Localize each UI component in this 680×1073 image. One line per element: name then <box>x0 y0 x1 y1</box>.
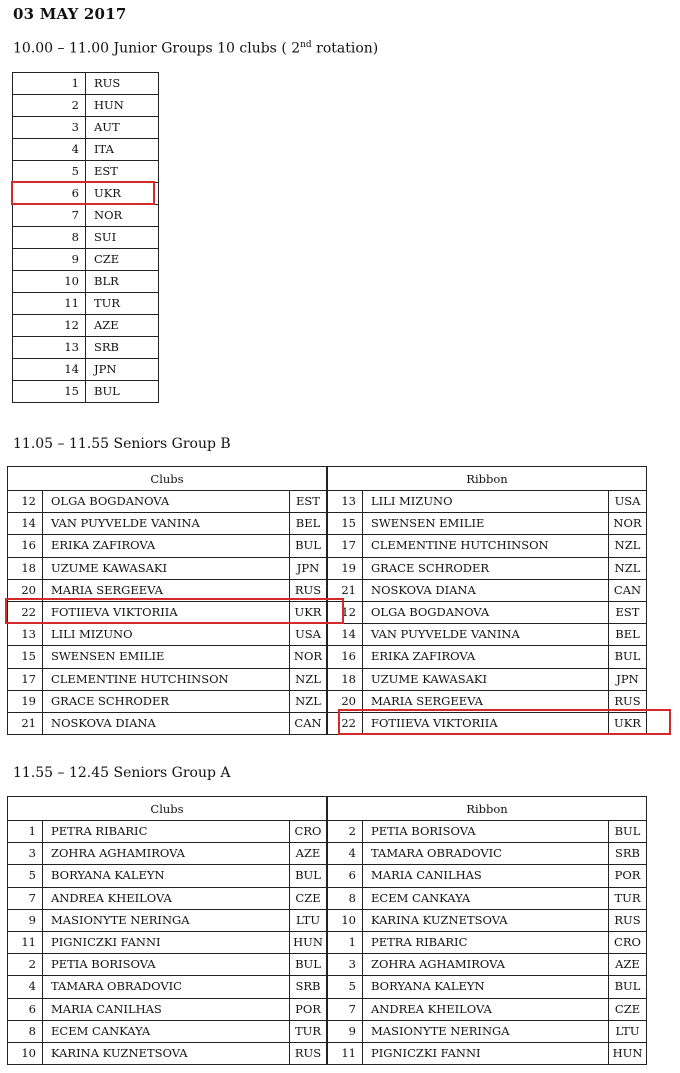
clubs-country-code: NZL <box>290 690 328 712</box>
country-code: RUS <box>86 73 159 95</box>
clubs-country-code: NOR <box>290 646 328 668</box>
table-row <box>13 359 159 381</box>
clubs-country-code: TUR <box>290 1020 328 1042</box>
ribbon-country-code: BEL <box>609 624 647 646</box>
clubs-order-number: 3 <box>8 843 43 865</box>
draw-number: 6 <box>13 183 86 205</box>
clubs-gymnast-name: MARIA SERGEEVA <box>43 579 290 601</box>
clubs-order-number: 11 <box>8 931 43 953</box>
draw-number: 5 <box>13 161 86 183</box>
country-code: BUL <box>86 381 159 403</box>
table-row <box>8 624 647 646</box>
ribbon-gymnast-name: PETRA RIBARIC <box>363 931 609 953</box>
draw-number: 11 <box>13 293 86 315</box>
ribbon-order-number: 10 <box>327 909 363 931</box>
table-row <box>13 117 159 139</box>
table-row <box>13 227 159 249</box>
clubs-order-number: 15 <box>8 646 43 668</box>
clubs-gymnast-name: OLGA BOGDANOVA <box>43 491 290 513</box>
draw-number: 1 <box>13 73 86 95</box>
ribbon-country-code: USA <box>609 491 647 513</box>
ribbon-country-code: RUS <box>609 909 647 931</box>
session-3-heading: 11.55 – 12.45 Seniors Group A <box>13 765 231 781</box>
draw-number: 12 <box>13 315 86 337</box>
clubs-gymnast-name: KARINA KUZNETSOVA <box>43 1042 290 1064</box>
ribbon-gymnast-name: MASIONYTE NERINGA <box>363 1020 609 1042</box>
clubs-country-code: SRB <box>290 976 328 998</box>
ribbon-country-code: BUL <box>609 821 647 843</box>
table-row <box>8 1042 647 1064</box>
ribbon-gymnast-name: GRACE SCHRODER <box>363 557 609 579</box>
ribbon-country-code: POR <box>609 865 647 887</box>
clubs-country-code: HUN <box>290 931 328 953</box>
ribbon-order-number: 21 <box>327 579 363 601</box>
clubs-column-header: Clubs <box>8 467 328 491</box>
table-row <box>13 205 159 227</box>
clubs-gymnast-name: PETIA BORISOVA <box>43 954 290 976</box>
table-row <box>13 249 159 271</box>
table-row <box>8 535 647 557</box>
ribbon-order-number: 2 <box>327 821 363 843</box>
table-row <box>8 821 647 843</box>
ribbon-country-code: CRO <box>609 931 647 953</box>
clubs-gymnast-name: LILI MIZUNO <box>43 624 290 646</box>
clubs-country-code: AZE <box>290 843 328 865</box>
ribbon-order-number: 8 <box>327 887 363 909</box>
country-code: JPN <box>86 359 159 381</box>
ribbon-gymnast-name: ECEM CANKAYA <box>363 887 609 909</box>
draw-number: 3 <box>13 117 86 139</box>
clubs-order-number: 2 <box>8 954 43 976</box>
country-code: BLR <box>86 271 159 293</box>
ribbon-country-code: NZL <box>609 535 647 557</box>
junior-groups-table <box>12 72 159 403</box>
clubs-gymnast-name: VAN PUYVELDE VANINA <box>43 513 290 535</box>
table-row <box>8 909 647 931</box>
clubs-gymnast-name: ANDREA KHEILOVA <box>43 887 290 909</box>
clubs-order-number: 18 <box>8 557 43 579</box>
table-row <box>8 513 647 535</box>
clubs-column-header: Clubs <box>8 797 328 821</box>
ribbon-order-number: 19 <box>327 557 363 579</box>
ribbon-gymnast-name: FOTIIEVA VIKTORIIA <box>363 712 609 734</box>
clubs-order-number: 14 <box>8 513 43 535</box>
ribbon-gymnast-name: ERIKA ZAFIROVA <box>363 646 609 668</box>
clubs-country-code: RUS <box>290 579 328 601</box>
clubs-order-number: 5 <box>8 865 43 887</box>
clubs-order-number: 16 <box>8 535 43 557</box>
ribbon-order-number: 18 <box>327 668 363 690</box>
ribbon-column-header: Ribbon <box>327 797 647 821</box>
ribbon-column-header: Ribbon <box>327 467 647 491</box>
draw-number: 8 <box>13 227 86 249</box>
clubs-gymnast-name: MASIONYTE NERINGA <box>43 909 290 931</box>
ribbon-gymnast-name: UZUME KAWASAKI <box>363 668 609 690</box>
clubs-country-code: BUL <box>290 865 328 887</box>
clubs-order-number: 20 <box>8 579 43 601</box>
clubs-country-code: BUL <box>290 535 328 557</box>
clubs-order-number: 12 <box>8 491 43 513</box>
clubs-gymnast-name: PIGNICZKI FANNI <box>43 931 290 953</box>
ribbon-gymnast-name: ZOHRA AGHAMIROVA <box>363 954 609 976</box>
ribbon-country-code: BUL <box>609 976 647 998</box>
ribbon-order-number: 16 <box>327 646 363 668</box>
clubs-gymnast-name: ERIKA ZAFIROVA <box>43 535 290 557</box>
table-row <box>8 865 647 887</box>
clubs-country-code: LTU <box>290 909 328 931</box>
session-1-heading-post: rotation) <box>311 40 379 57</box>
clubs-gymnast-name: BORYANA KALEYN <box>43 865 290 887</box>
ribbon-country-code: NOR <box>609 513 647 535</box>
ribbon-order-number: 22 <box>327 712 363 734</box>
clubs-gymnast-name: GRACE SCHRODER <box>43 690 290 712</box>
ribbon-country-code: JPN <box>609 668 647 690</box>
ribbon-gymnast-name: OLGA BOGDANOVA <box>363 601 609 623</box>
table-row <box>13 315 159 337</box>
ribbon-order-number: 3 <box>327 954 363 976</box>
table-row <box>8 976 647 998</box>
ribbon-order-number: 11 <box>327 1042 363 1064</box>
clubs-country-code: RUS <box>290 1042 328 1064</box>
ribbon-gymnast-name: MARIA CANILHAS <box>363 865 609 887</box>
clubs-country-code: CRO <box>290 821 328 843</box>
ribbon-order-number: 7 <box>327 998 363 1020</box>
table-row <box>8 646 647 668</box>
seniors-group-b-table <box>7 466 647 735</box>
clubs-gymnast-name: ZOHRA AGHAMIROVA <box>43 843 290 865</box>
table-row <box>8 690 647 712</box>
ribbon-order-number: 5 <box>327 976 363 998</box>
table-row <box>13 183 159 205</box>
ribbon-country-code: SRB <box>609 843 647 865</box>
ribbon-country-code: CZE <box>609 998 647 1020</box>
country-code: UKR <box>86 183 159 205</box>
ribbon-order-number: 14 <box>327 624 363 646</box>
table-row <box>8 998 647 1020</box>
ribbon-gymnast-name: LILI MIZUNO <box>363 491 609 513</box>
clubs-country-code: BEL <box>290 513 328 535</box>
ribbon-country-code: EST <box>609 601 647 623</box>
table-row <box>13 271 159 293</box>
clubs-gymnast-name: FOTIIEVA VIKTORIIA <box>43 601 290 623</box>
ribbon-gymnast-name: ANDREA KHEILOVA <box>363 998 609 1020</box>
clubs-order-number: 13 <box>8 624 43 646</box>
ribbon-gymnast-name: KARINA KUZNETSOVA <box>363 909 609 931</box>
draw-number: 7 <box>13 205 86 227</box>
table-row <box>8 712 647 734</box>
page-date: 03 MAY 2017 <box>13 5 127 23</box>
country-code: ITA <box>86 139 159 161</box>
country-code: SUI <box>86 227 159 249</box>
clubs-order-number: 9 <box>8 909 43 931</box>
draw-number: 4 <box>13 139 86 161</box>
draw-number: 15 <box>13 381 86 403</box>
clubs-country-code: BUL <box>290 954 328 976</box>
clubs-gymnast-name: TAMARA OBRADOVIC <box>43 976 290 998</box>
ribbon-gymnast-name: NOSKOVA DIANA <box>363 579 609 601</box>
country-code: NOR <box>86 205 159 227</box>
ribbon-country-code: BUL <box>609 646 647 668</box>
ribbon-country-code: RUS <box>609 690 647 712</box>
clubs-gymnast-name: UZUME KAWASAKI <box>43 557 290 579</box>
country-code: TUR <box>86 293 159 315</box>
table-row <box>13 139 159 161</box>
clubs-country-code: JPN <box>290 557 328 579</box>
draw-number: 2 <box>13 95 86 117</box>
country-code: HUN <box>86 95 159 117</box>
clubs-order-number: 17 <box>8 668 43 690</box>
ribbon-country-code: UKR <box>609 712 647 734</box>
country-code: CZE <box>86 249 159 271</box>
ribbon-order-number: 1 <box>327 931 363 953</box>
clubs-order-number: 4 <box>8 976 43 998</box>
ribbon-country-code: AZE <box>609 954 647 976</box>
clubs-order-number: 19 <box>8 690 43 712</box>
clubs-country-code: USA <box>290 624 328 646</box>
country-code: EST <box>86 161 159 183</box>
ribbon-order-number: 4 <box>327 843 363 865</box>
clubs-country-code: CZE <box>290 887 328 909</box>
table-row <box>8 843 647 865</box>
ribbon-gymnast-name: PIGNICZKI FANNI <box>363 1042 609 1064</box>
clubs-country-code: UKR <box>290 601 328 623</box>
draw-number: 9 <box>13 249 86 271</box>
country-code: AZE <box>86 315 159 337</box>
session-2-heading: 11.05 – 11.55 Seniors Group B <box>13 436 231 452</box>
table-row <box>13 337 159 359</box>
clubs-country-code: EST <box>290 491 328 513</box>
table-row <box>8 491 647 513</box>
ribbon-order-number: 15 <box>327 513 363 535</box>
table-row <box>8 887 647 909</box>
clubs-country-code: CAN <box>290 712 328 734</box>
ribbon-gymnast-name: PETIA BORISOVA <box>363 821 609 843</box>
table-row <box>8 668 647 690</box>
draw-number: 13 <box>13 337 86 359</box>
ribbon-order-number: 20 <box>327 690 363 712</box>
ribbon-country-code: HUN <box>609 1042 647 1064</box>
clubs-country-code: POR <box>290 998 328 1020</box>
draw-number: 10 <box>13 271 86 293</box>
ribbon-gymnast-name: CLEMENTINE HUTCHINSON <box>363 535 609 557</box>
ribbon-gymnast-name: BORYANA KALEYN <box>363 976 609 998</box>
table-row <box>8 601 647 623</box>
ribbon-order-number: 12 <box>327 601 363 623</box>
clubs-order-number: 21 <box>8 712 43 734</box>
clubs-gymnast-name: MARIA CANILHAS <box>43 998 290 1020</box>
seniors-group-a-table <box>7 796 647 1065</box>
table-row <box>8 557 647 579</box>
session-1-heading <box>13 40 378 57</box>
clubs-order-number: 1 <box>8 821 43 843</box>
table-row <box>13 95 159 117</box>
ribbon-gymnast-name: VAN PUYVELDE VANINA <box>363 624 609 646</box>
ribbon-gymnast-name: MARIA SERGEEVA <box>363 690 609 712</box>
table-row <box>8 1020 647 1042</box>
clubs-country-code: NZL <box>290 668 328 690</box>
ribbon-order-number: 17 <box>327 535 363 557</box>
table-row <box>8 931 647 953</box>
clubs-gymnast-name: SWENSEN EMILIE <box>43 646 290 668</box>
clubs-gymnast-name: PETRA RIBARIC <box>43 821 290 843</box>
ribbon-country-code: LTU <box>609 1020 647 1042</box>
table-row <box>8 954 647 976</box>
clubs-gymnast-name: NOSKOVA DIANA <box>43 712 290 734</box>
session-1-heading-sup: nd <box>300 40 312 50</box>
clubs-order-number: 7 <box>8 887 43 909</box>
clubs-order-number: 10 <box>8 1042 43 1064</box>
ribbon-country-code: CAN <box>609 579 647 601</box>
ribbon-country-code: TUR <box>609 887 647 909</box>
ribbon-gymnast-name: SWENSEN EMILIE <box>363 513 609 535</box>
session-1-heading-pre: 10.00 – 11.00 Junior Groups 10 clubs ( 2 <box>13 40 301 57</box>
draw-number: 14 <box>13 359 86 381</box>
table-row <box>13 381 159 403</box>
table-row <box>13 293 159 315</box>
ribbon-country-code: NZL <box>609 557 647 579</box>
clubs-gymnast-name: CLEMENTINE HUTCHINSON <box>43 668 290 690</box>
clubs-order-number: 8 <box>8 1020 43 1042</box>
country-code: SRB <box>86 337 159 359</box>
ribbon-order-number: 6 <box>327 865 363 887</box>
clubs-order-number: 22 <box>8 601 43 623</box>
table-row <box>13 73 159 95</box>
clubs-order-number: 6 <box>8 998 43 1020</box>
ribbon-order-number: 13 <box>327 491 363 513</box>
ribbon-order-number: 9 <box>327 1020 363 1042</box>
table-row <box>8 579 647 601</box>
country-code: AUT <box>86 117 159 139</box>
ribbon-gymnast-name: TAMARA OBRADOVIC <box>363 843 609 865</box>
table-row <box>13 161 159 183</box>
clubs-gymnast-name: ECEM CANKAYA <box>43 1020 290 1042</box>
